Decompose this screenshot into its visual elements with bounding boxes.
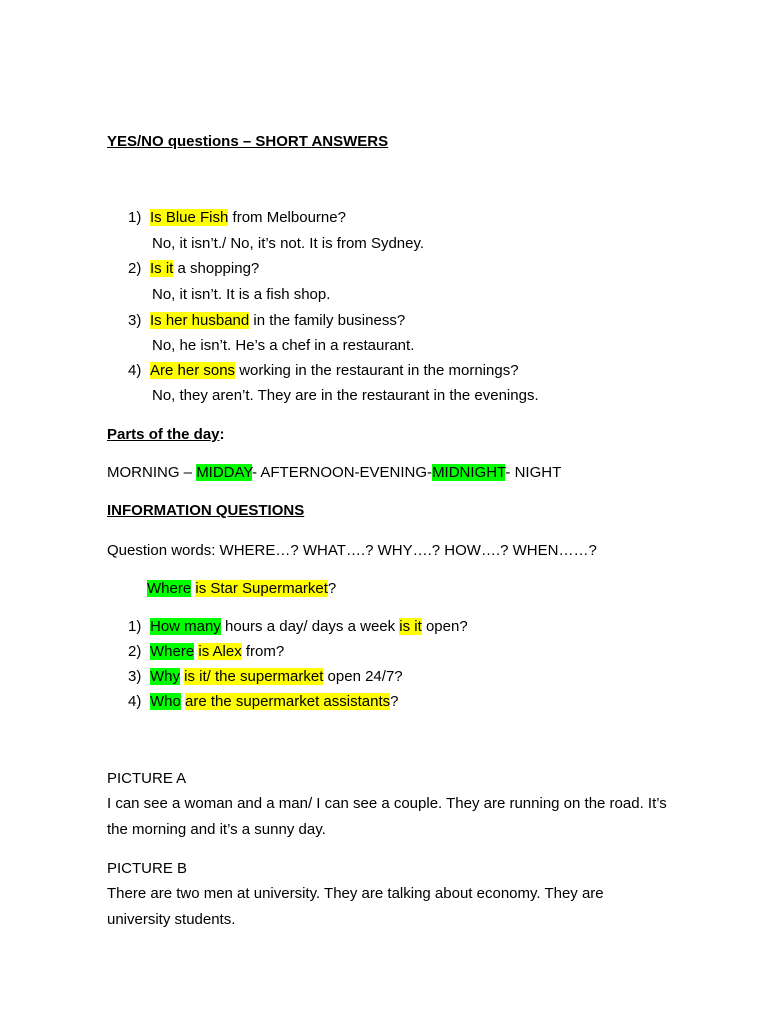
list-number: 1): [128, 618, 142, 635]
yesno-question-2: [128, 260, 259, 278]
question-text: open 24/7?: [323, 668, 403, 685]
info-question-3: [128, 668, 403, 686]
list-number: 1): [128, 209, 142, 226]
highlighted-phrase: is Alex: [198, 643, 242, 660]
question-words: Question words: WHERE…? WHAT….? WHY….? HOW….? WHEN……?: [107, 542, 597, 559]
question-word: How many: [150, 618, 221, 635]
list-number: 2): [128, 643, 142, 660]
highlighted-phrase: is it/ the supermarket: [184, 668, 324, 685]
list-number: 2): [128, 260, 142, 277]
question-mark: ?: [327, 580, 337, 597]
list-number: 4): [128, 693, 142, 710]
question-text: from?: [241, 643, 285, 660]
seq-text: - AFTERNOON-EVENING-: [252, 464, 433, 481]
list-number: 3): [128, 668, 142, 685]
question-text: open?: [421, 618, 468, 635]
example-question: [147, 580, 336, 598]
highlighted-word: MIDNIGHT: [432, 464, 506, 481]
picture-a-text: I can see a woman and a man/ I can see a couple. They are running on the road. It’s the morning and it’s a sunny day.: [107, 795, 667, 838]
list-number: 4): [128, 362, 142, 379]
question-text: in the family business?: [249, 312, 406, 329]
highlighted-phrase: Star Supermarket: [206, 580, 328, 597]
parts-sequence: [107, 464, 561, 482]
question-text: a shopping?: [173, 260, 260, 277]
info-heading: INFORMATION QUESTIONS: [107, 502, 305, 519]
highlighted-phrase: is it: [399, 618, 422, 635]
info-question-1: [128, 618, 468, 636]
seq-text: - NIGHT: [505, 464, 562, 481]
parts-heading: [107, 426, 225, 444]
info-question-2: [128, 643, 284, 661]
question-text: ?: [390, 693, 399, 710]
yesno-question-1: [128, 209, 346, 227]
question-text: working in the restaurant in the mornings?: [235, 362, 519, 379]
picture-b-text: There are two men at university. They are talking about economy. They are university students.: [107, 885, 604, 928]
highlighted-phrase: Is Blue Fish: [150, 209, 229, 226]
picture-b-label: PICTURE B: [107, 860, 188, 877]
page-title: YES/NO questions – SHORT ANSWERS: [107, 133, 389, 150]
question-word: Why: [150, 668, 180, 685]
question-word: Where: [150, 643, 195, 660]
highlighted-phrase: Is it: [150, 260, 174, 277]
question-word: Who: [150, 693, 181, 710]
heading-colon: :: [219, 426, 225, 443]
question-text: from Melbourne?: [228, 209, 346, 226]
highlighted-word: MIDDAY: [196, 464, 253, 481]
question-text: hours a day/ days a week: [220, 618, 400, 635]
yesno-answer-1: No, it isn’t./ No, it’s not. It is from Sydney.: [152, 235, 425, 252]
highlighted-phrase: is: [195, 580, 207, 597]
yesno-question-3: [128, 312, 405, 330]
seq-text: MORNING –: [107, 464, 197, 481]
info-question-4: [128, 693, 398, 711]
picture-a-label: PICTURE A: [107, 770, 187, 787]
highlighted-phrase: Is her husband: [150, 312, 250, 329]
section-heading: Parts of the day: [107, 426, 220, 443]
yesno-answer-3: No, he isn’t. He’s a chef in a restaurant.: [152, 337, 415, 354]
yesno-question-4: [128, 362, 519, 380]
question-word: Where: [147, 580, 192, 597]
highlighted-phrase: Are her sons: [150, 362, 236, 379]
yesno-answer-2: No, it isn’t. It is a fish shop.: [152, 286, 331, 303]
yesno-answer-4: No, they aren’t. They are in the restaurant in the evenings.: [152, 387, 539, 404]
highlighted-phrase: are the supermarket assistants: [185, 693, 391, 710]
list-number: 3): [128, 312, 142, 329]
